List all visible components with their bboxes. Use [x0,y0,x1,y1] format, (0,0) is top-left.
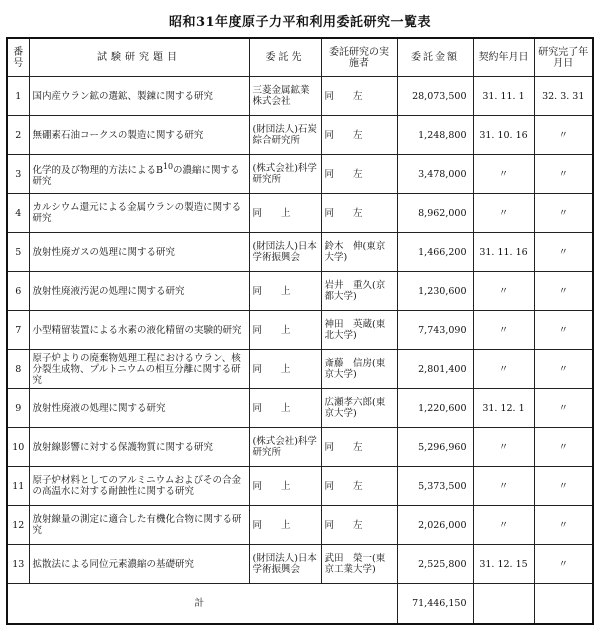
research-theme: 放射線影響に対する保護物質に関する研究 [29,428,249,467]
header-row [7,38,593,77]
end-date: 〃 [534,545,593,584]
table-row [7,545,593,584]
research-table [6,37,594,625]
research-theme: 放射線量の測定に適合した有機化合物に関する研究 [29,506,249,545]
end-date: 〃 [534,506,593,545]
performer: 武田 榮一(東京工業大学) [321,545,397,584]
theme-superscript: 10 [162,161,174,171]
performer: 同 左 [321,428,397,467]
performer: 同 左 [321,467,397,506]
table-row [7,77,593,116]
end-date: 〃 [534,194,593,233]
amount: 1,230,600 [397,272,473,311]
row-number: 10 [7,428,29,467]
contract-date: 〃 [473,506,534,545]
amount: 2,525,800 [397,545,473,584]
end-date: 32. 3. 31 [534,77,593,116]
theme-text-pre: 化学的及び物理的方法によるB [32,165,163,177]
performer: 同 左 [321,194,397,233]
table-row [7,350,593,389]
research-theme: 無硼素石油コークスの製造に関する研究 [29,116,249,155]
contract-date: 〃 [473,467,534,506]
amount: 1,466,200 [397,233,473,272]
amount: 7,743,090 [397,311,473,350]
table-row [7,428,593,467]
end-date: 〃 [534,311,593,350]
document-title: 昭和31年度原子力平和利用委託研究一覧表 [168,15,432,30]
contractor: (株式会社)科学研究所 [249,428,321,467]
amount: 2,026,000 [397,506,473,545]
table-row [7,389,593,428]
row-number: 2 [7,116,29,155]
empty-cell [534,584,593,625]
performer: 神田 英蔵(東北大学) [321,311,397,350]
amount: 1,220,600 [397,389,473,428]
row-number: 9 [7,389,29,428]
contract-date: 31. 10. 16 [473,116,534,155]
research-theme: 拡散法による同位元素濃縮の基礎研究 [29,545,249,584]
performer: 同 左 [321,77,397,116]
end-date: 〃 [534,389,593,428]
row-number: 4 [7,194,29,233]
contractor: 三菱金属鉱業株式会社 [249,77,321,116]
performer: 同 左 [321,155,397,194]
table-row [7,467,593,506]
header-no: 番号 [7,38,29,77]
empty-cell [473,584,534,625]
research-theme: 放射性廃液の処理に関する研究 [29,389,249,428]
contract-date: 〃 [473,272,534,311]
row-number: 6 [7,272,29,311]
research-theme: カルシウム還元による金属ウランの製造に関する研究 [29,194,249,233]
table-row [7,311,593,350]
contractor: (財団法人)日本学術振興会 [249,545,321,584]
contract-date: 31. 11. 1 [473,77,534,116]
contractor: 同 上 [249,467,321,506]
row-number: 13 [7,545,29,584]
research-theme [29,155,249,194]
research-theme: 小型精留装置による水素の液化精留の実験的研究 [29,311,249,350]
end-date: 〃 [534,155,593,194]
table-row [7,272,593,311]
row-number: 12 [7,506,29,545]
row-number: 1 [7,77,29,116]
total-label: 計 [7,584,397,625]
total-amount: 71,446,150 [397,584,473,625]
amount: 5,296,960 [397,428,473,467]
contractor: 同 上 [249,350,321,389]
research-theme: 国内産ウラン鉱の選鉱、製錬に関する研究 [29,77,249,116]
amount: 2,801,400 [397,350,473,389]
row-number: 8 [7,350,29,389]
contractor: 同 上 [249,389,321,428]
end-date: 〃 [534,428,593,467]
amount: 1,248,800 [397,116,473,155]
contract-date: 〃 [473,311,534,350]
row-number: 7 [7,311,29,350]
end-date: 〃 [534,467,593,506]
performer: 斎藤 信房(東京大学) [321,350,397,389]
table-row [7,155,593,194]
research-theme: 原子炉よりの廃棄物処理工程におけるウラン、核分裂生成物、プルトニウムの相互分離に関する研究 [29,350,249,389]
row-number: 5 [7,233,29,272]
row-number: 11 [7,467,29,506]
amount: 28,073,500 [397,77,473,116]
theme-text-post: の濃縮に関する研究 [32,165,240,188]
table-row [7,194,593,233]
header-theme: 試験研究題目 [29,38,249,77]
contractor: 同 上 [249,272,321,311]
amount: 8,962,000 [397,194,473,233]
total-row [7,584,593,625]
performer: 同 左 [321,116,397,155]
research-theme: 放射性廃液汚泥の処理に関する研究 [29,272,249,311]
end-date: 〃 [534,272,593,311]
amount: 5,373,500 [397,467,473,506]
contractor: (財団法人)日本学術振興会 [249,233,321,272]
end-date: 〃 [534,233,593,272]
contractor: (株式会社)科学研究所 [249,155,321,194]
performer: 岩井 重久(京都大学) [321,272,397,311]
amount: 3,478,000 [397,155,473,194]
header-contractor: 委託先 [249,38,321,77]
contract-date: 31. 11. 16 [473,233,534,272]
contract-date: 31. 12. 1 [473,389,534,428]
row-number: 3 [7,155,29,194]
research-theme: 放射性廃ガスの処理に関する研究 [29,233,249,272]
table-row [7,506,593,545]
header-contract-date: 契約年月日 [473,38,534,77]
contractor: 同 上 [249,506,321,545]
performer: 同 左 [321,506,397,545]
contract-date: 〃 [473,194,534,233]
contractor: (財団法人)石炭綜合研究所 [249,116,321,155]
end-date: 〃 [534,350,593,389]
contract-date: 〃 [473,350,534,389]
contractor: 同 上 [249,311,321,350]
table-row [7,233,593,272]
header-performer: 委託研究の実施者 [321,38,397,77]
table-row [7,116,593,155]
end-date: 〃 [534,116,593,155]
research-theme: 原子炉材料としてのアルミニウムおよびその合金の高温水に対する耐蝕性に関する研究 [29,467,249,506]
contract-date: 〃 [473,155,534,194]
contract-date: 31. 12. 15 [473,545,534,584]
contract-date: 〃 [473,428,534,467]
contractor: 同 上 [249,194,321,233]
header-amount: 委託金額 [397,38,473,77]
performer: 広瀬孝六郎(東京大学) [321,389,397,428]
header-end-date: 研究完了年月日 [534,38,593,77]
performer: 鈴木 伸(東京大学) [321,233,397,272]
